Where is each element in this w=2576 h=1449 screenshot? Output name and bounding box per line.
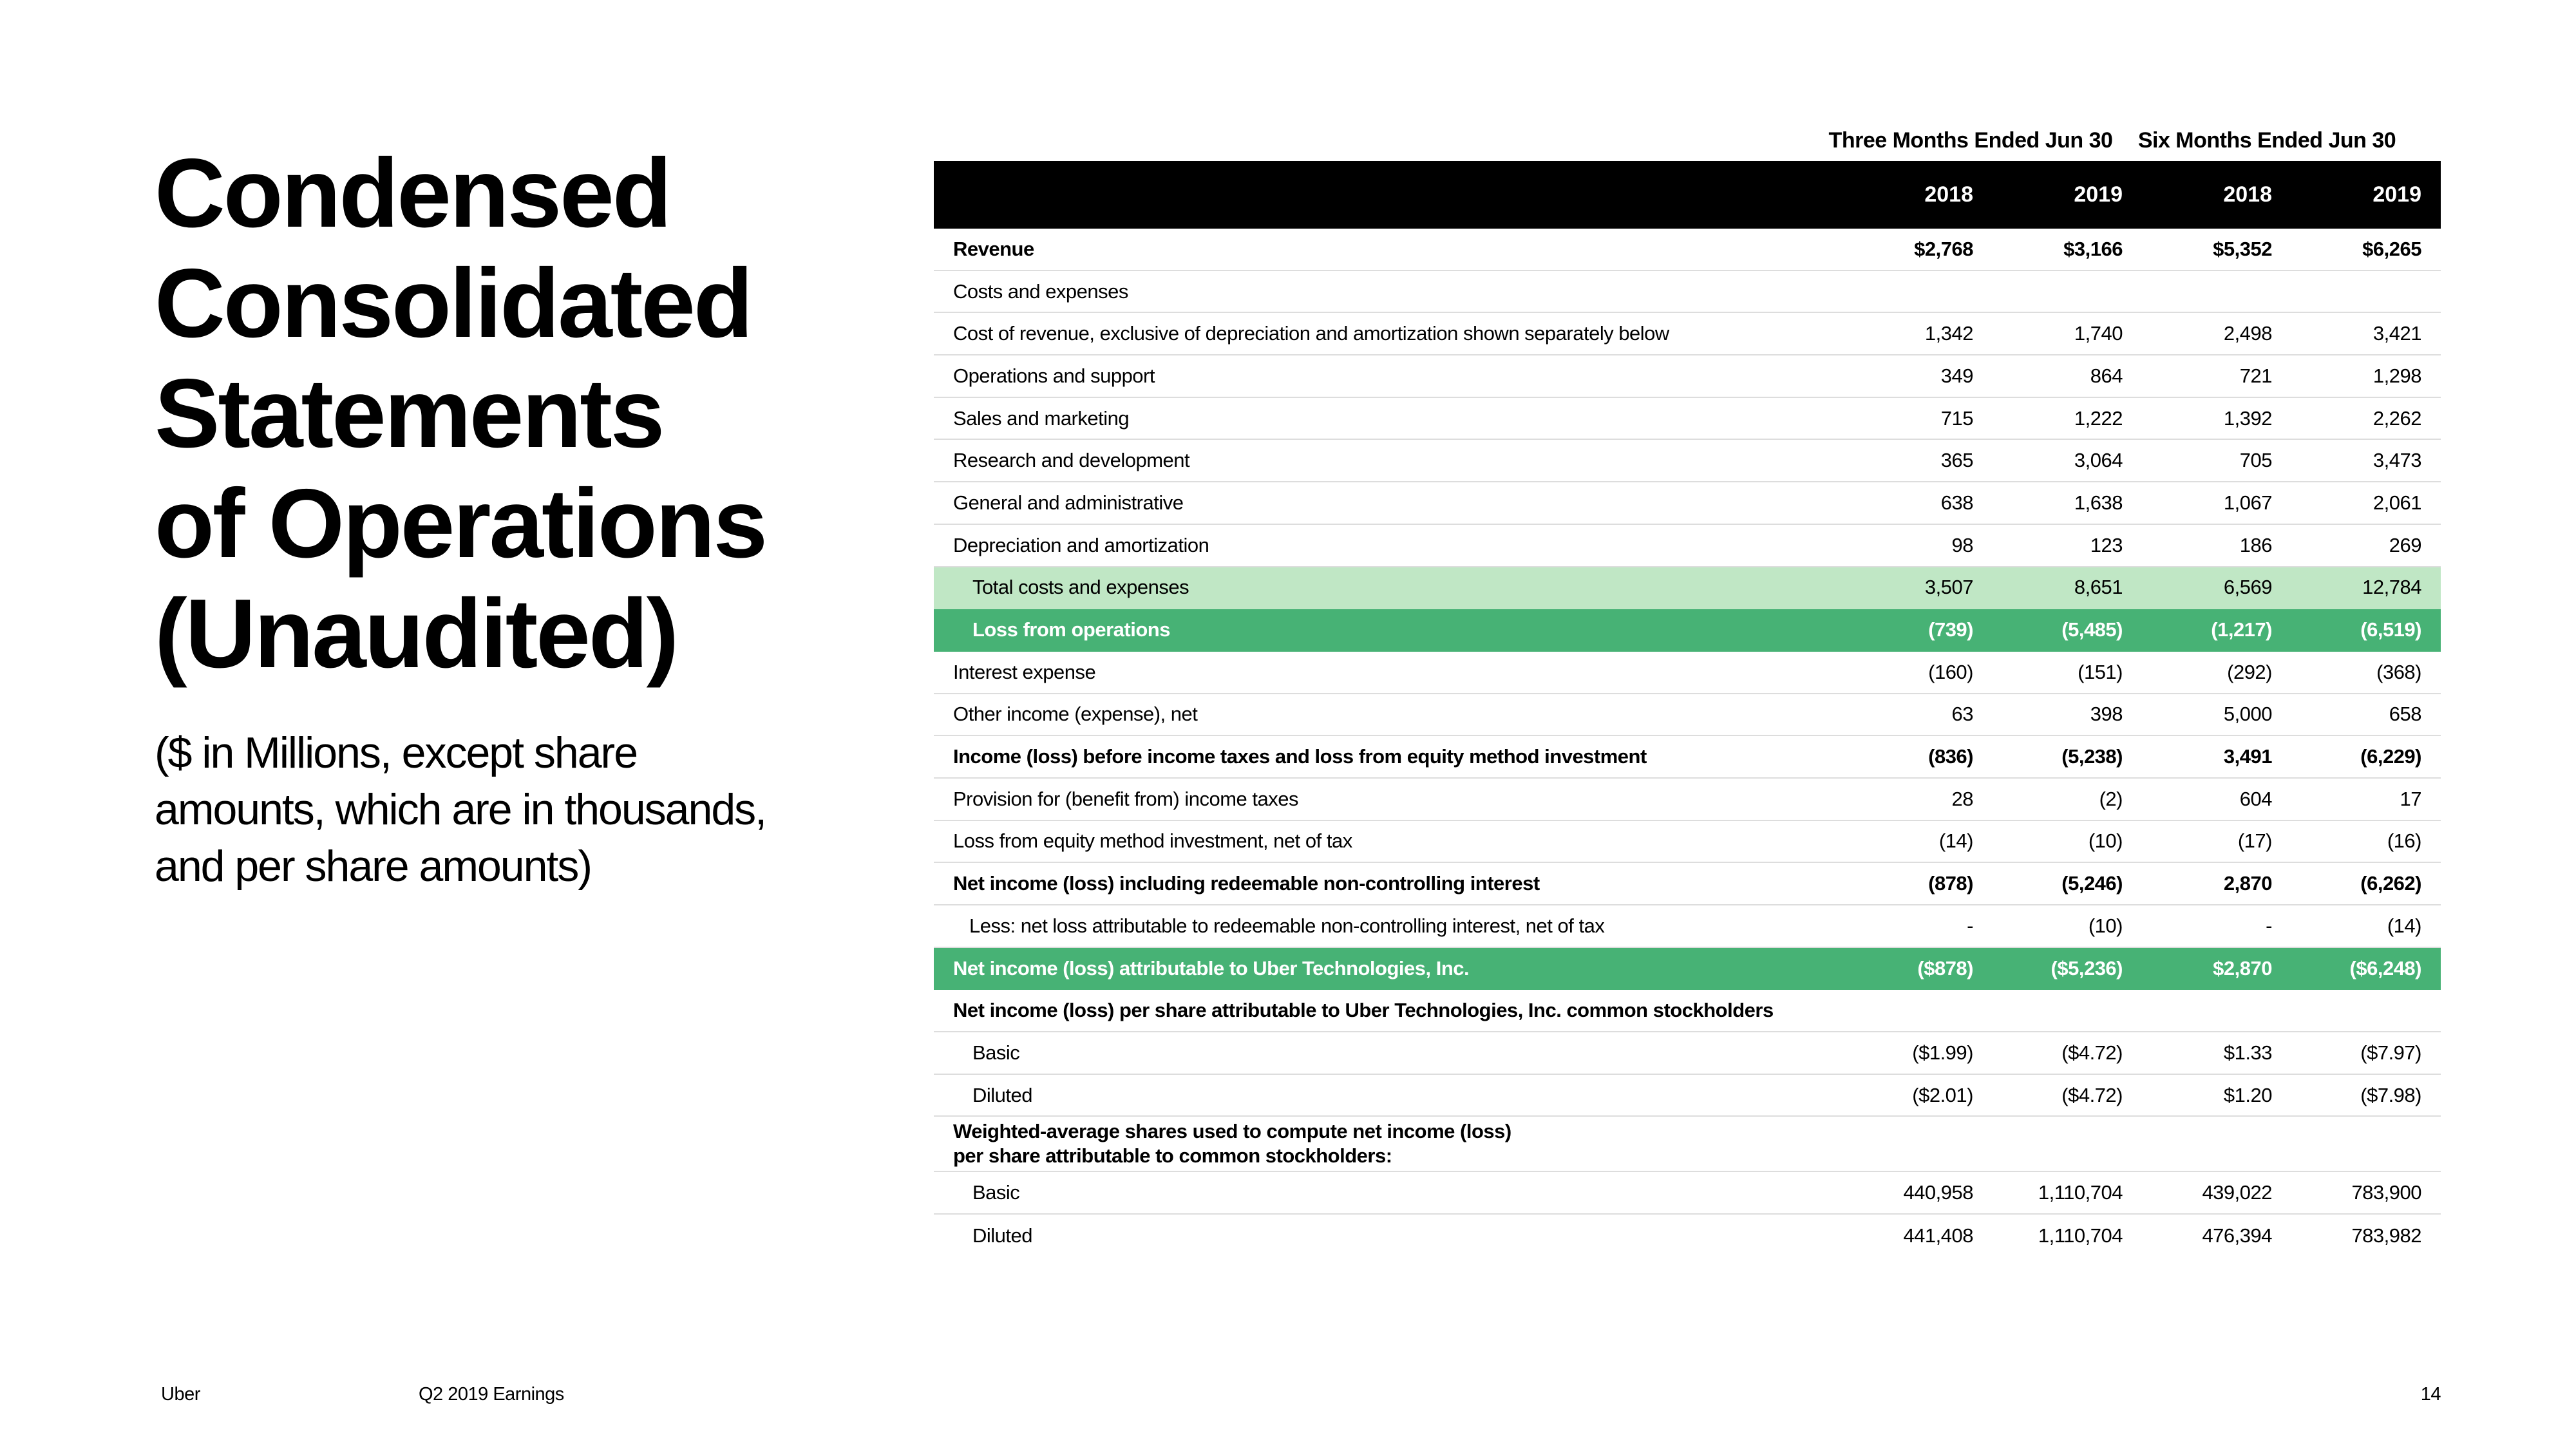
row-value: $6,265 bbox=[2362, 237, 2421, 260]
row-value: (5,485) bbox=[2061, 618, 2123, 641]
row-value: (836) bbox=[1928, 745, 1973, 768]
column-header: 2018 bbox=[1924, 182, 1973, 207]
row-value: 269 bbox=[2389, 533, 2421, 556]
row-label: Depreciation and amortization bbox=[953, 533, 1209, 556]
row-label: Interest expense bbox=[953, 660, 1096, 683]
row-value: (292) bbox=[2227, 660, 2272, 683]
period-header-three-months: Three Months Ended Jun 30 bbox=[1828, 128, 2113, 153]
row-value: (160) bbox=[1928, 660, 1973, 683]
row-value: 28 bbox=[1951, 787, 1973, 810]
row-value: $1.20 bbox=[2223, 1083, 2272, 1106]
title-line: of Operations bbox=[155, 469, 766, 578]
footer-brand: Uber bbox=[161, 1384, 200, 1405]
table-row bbox=[934, 525, 2441, 567]
table-row bbox=[934, 271, 2441, 314]
row-label: Cost of revenue, exclusive of depreciation and amortization shown separately below bbox=[953, 322, 1669, 345]
row-value: (5,238) bbox=[2061, 745, 2123, 768]
row-label: Provision for (benefit from) income taxes bbox=[953, 787, 1298, 810]
row-value: ($4.72) bbox=[2061, 1083, 2123, 1106]
row-value: ($4.72) bbox=[2061, 1041, 2123, 1064]
title-line: (Unaudited) bbox=[155, 579, 677, 688]
row-value: 2,061 bbox=[2372, 491, 2421, 514]
row-value: 398 bbox=[2090, 703, 2123, 726]
row-label: Research and development bbox=[953, 449, 1190, 472]
page-number: 14 bbox=[2420, 1384, 2441, 1405]
row-label: Basic bbox=[972, 1181, 1020, 1204]
row-value: $2,870 bbox=[2213, 956, 2272, 980]
row-value: 721 bbox=[2239, 364, 2272, 387]
statements-table bbox=[934, 161, 2441, 1257]
row-label: Operations and support bbox=[953, 364, 1155, 387]
table-row bbox=[934, 398, 2441, 440]
row-label: Income (loss) before income taxes and loss from equity method investment bbox=[953, 745, 1647, 768]
row-label: Total costs and expenses bbox=[972, 576, 1189, 599]
table-row bbox=[934, 736, 2441, 779]
row-value: ($6,248) bbox=[2349, 956, 2421, 980]
row-value: ($2.01) bbox=[1912, 1083, 1973, 1106]
row-value: 604 bbox=[2239, 787, 2272, 810]
title-line: Condensed bbox=[155, 138, 670, 248]
row-value: 1,392 bbox=[2223, 406, 2272, 430]
table-row bbox=[934, 652, 2441, 694]
footer-report-name: Q2 2019 Earnings bbox=[419, 1384, 564, 1405]
row-value: $3,166 bbox=[2063, 237, 2123, 260]
row-value: (368) bbox=[2376, 660, 2421, 683]
subtitle-line: amounts, which are in thousands, bbox=[155, 785, 766, 834]
table-row bbox=[934, 229, 2441, 271]
table-row bbox=[934, 482, 2441, 525]
row-value: (6,262) bbox=[2360, 872, 2421, 895]
row-value: 1,638 bbox=[2074, 491, 2123, 514]
row-value: 441,408 bbox=[1903, 1224, 1973, 1247]
row-value: - bbox=[1967, 914, 1973, 937]
row-value: (17) bbox=[2237, 829, 2272, 853]
row-value: 1,298 bbox=[2372, 364, 2421, 387]
row-value: 2,262 bbox=[2372, 406, 2421, 430]
table-row bbox=[934, 694, 2441, 737]
row-value: (10) bbox=[2088, 914, 2123, 937]
row-value: 476,394 bbox=[2202, 1224, 2272, 1247]
row-value: (6,229) bbox=[2360, 745, 2421, 768]
row-value: 715 bbox=[1940, 406, 1973, 430]
table-row bbox=[934, 779, 2441, 821]
row-value: 864 bbox=[2090, 364, 2123, 387]
row-value: 186 bbox=[2239, 533, 2272, 556]
row-label: Sales and marketing bbox=[953, 406, 1130, 430]
row-value: (14) bbox=[1938, 829, 1973, 853]
table-row bbox=[934, 1172, 2441, 1215]
row-value: (10) bbox=[2088, 829, 2123, 853]
row-label: Diluted bbox=[972, 1083, 1032, 1106]
row-value: 17 bbox=[2400, 787, 2421, 810]
row-value: 365 bbox=[1940, 449, 1973, 472]
row-value: 1,222 bbox=[2074, 406, 2123, 430]
row-value: $1.33 bbox=[2223, 1041, 2272, 1064]
row-label: Diluted bbox=[972, 1224, 1032, 1247]
row-value: (1,217) bbox=[2211, 618, 2272, 641]
row-value: (151) bbox=[2078, 660, 2123, 683]
title-line: Statements bbox=[155, 359, 663, 468]
row-label: Net income (loss) including redeemable non-controlling interest bbox=[953, 872, 1540, 895]
row-value: (739) bbox=[1928, 618, 1973, 641]
row-label: Basic bbox=[972, 1041, 1020, 1064]
table-row bbox=[934, 1032, 2441, 1075]
row-value: 705 bbox=[2239, 449, 2272, 472]
row-value: (5,246) bbox=[2061, 872, 2123, 895]
row-value: 638 bbox=[1940, 491, 1973, 514]
title-line: Consolidated bbox=[155, 249, 752, 358]
row-value: 1,110,704 bbox=[2038, 1224, 2123, 1247]
row-label: Net income (loss) per share attributable to Uber Technologies, Inc. common stockholders bbox=[953, 999, 1774, 1022]
row-value: 8,651 bbox=[2074, 576, 2123, 599]
row-value: 63 bbox=[1951, 703, 1973, 726]
row-value: 3,507 bbox=[1924, 576, 1973, 599]
table-row bbox=[934, 821, 2441, 864]
row-value: (2) bbox=[2099, 787, 2123, 810]
row-value: $5,352 bbox=[2213, 237, 2272, 260]
row-label: Revenue bbox=[953, 237, 1034, 260]
table-row bbox=[934, 1075, 2441, 1117]
row-value: (16) bbox=[2387, 829, 2421, 853]
table-row bbox=[934, 990, 2441, 1032]
total-row bbox=[934, 948, 2441, 990]
row-value: $2,768 bbox=[1914, 237, 1973, 260]
row-label: Loss from operations bbox=[972, 618, 1170, 641]
subtitle-line: and per share amounts) bbox=[155, 842, 591, 891]
row-value: (6,519) bbox=[2360, 618, 2421, 641]
table-row bbox=[934, 905, 2441, 948]
total-row bbox=[934, 609, 2441, 652]
row-value: 2,498 bbox=[2223, 322, 2272, 345]
table-header-row bbox=[934, 161, 2441, 229]
row-label: Less: net loss attributable to redeemable non-controlling interest, net of tax bbox=[969, 914, 1605, 937]
row-value: 783,982 bbox=[2351, 1224, 2421, 1247]
slide-subtitle bbox=[155, 724, 837, 895]
row-label: Net income (loss) attributable to Uber Technologies, Inc. bbox=[953, 956, 1470, 980]
row-value: 5,000 bbox=[2223, 703, 2272, 726]
table-row bbox=[934, 313, 2441, 355]
row-label-line: Weighted-average shares used to compute net income (loss) bbox=[953, 1120, 1511, 1143]
table-row bbox=[934, 440, 2441, 482]
table-row bbox=[934, 1117, 2441, 1172]
row-value: 1,740 bbox=[2074, 322, 2123, 345]
row-value: 3,064 bbox=[2074, 449, 2123, 472]
row-value: 1,067 bbox=[2223, 491, 2272, 514]
row-value: 3,491 bbox=[2223, 745, 2272, 768]
row-label: General and administrative bbox=[953, 491, 1184, 514]
row-value: 783,900 bbox=[2351, 1181, 2421, 1204]
table-row bbox=[934, 1215, 2441, 1257]
row-value: 1,110,704 bbox=[2038, 1181, 2123, 1204]
row-value: (878) bbox=[1928, 872, 1973, 895]
row-label: Loss from equity method investment, net of tax bbox=[953, 829, 1352, 853]
row-value: 3,421 bbox=[2372, 322, 2421, 345]
subtitle-line: ($ in Millions, except share bbox=[155, 728, 638, 777]
column-header: 2019 bbox=[2074, 182, 2123, 207]
row-value: 12,784 bbox=[2362, 576, 2421, 599]
row-value: (14) bbox=[2387, 914, 2421, 937]
row-label bbox=[934, 1119, 1843, 1168]
row-value: 439,022 bbox=[2202, 1181, 2272, 1204]
column-header: 2018 bbox=[2223, 182, 2272, 207]
period-header-six-months: Six Months Ended Jun 30 bbox=[2137, 128, 2396, 153]
table-row bbox=[934, 863, 2441, 905]
row-value: ($5,236) bbox=[2050, 956, 2123, 980]
row-value: 98 bbox=[1951, 533, 1973, 556]
row-value: ($7.98) bbox=[2360, 1083, 2421, 1106]
row-value: 2,870 bbox=[2223, 872, 2272, 895]
row-value: 349 bbox=[1940, 364, 1973, 387]
table-row bbox=[934, 355, 2441, 398]
row-value: 123 bbox=[2090, 533, 2123, 556]
row-label: Other income (expense), net bbox=[953, 703, 1198, 726]
row-label-line: per share attributable to common stockholders: bbox=[953, 1144, 1392, 1168]
row-value: 3,473 bbox=[2372, 449, 2421, 472]
row-value: - bbox=[2266, 914, 2272, 937]
subtotal-row bbox=[934, 567, 2441, 610]
row-value: ($878) bbox=[1917, 956, 1973, 980]
column-header: 2019 bbox=[2372, 182, 2421, 207]
row-value: ($7.97) bbox=[2360, 1041, 2421, 1064]
row-value: 658 bbox=[2389, 703, 2421, 726]
row-value: ($1.99) bbox=[1912, 1041, 1973, 1064]
row-label: Costs and expenses bbox=[953, 279, 1128, 303]
row-value: 6,569 bbox=[2223, 576, 2272, 599]
row-value: 1,342 bbox=[1924, 322, 1973, 345]
slide-title bbox=[155, 138, 863, 689]
row-value: 440,958 bbox=[1903, 1181, 1973, 1204]
